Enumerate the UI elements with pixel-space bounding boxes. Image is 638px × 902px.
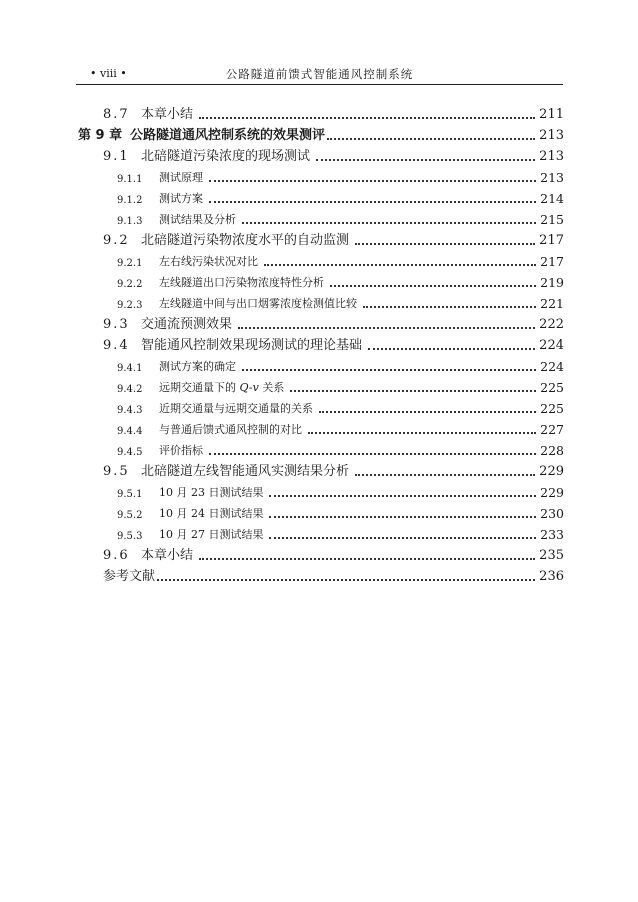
toc-subentry[interactable] [117,207,564,227]
toc-entry-page: 224 [539,338,564,353]
leader-dots [209,453,536,455]
toc-entry[interactable] [103,102,564,122]
leader-dots [157,579,535,581]
toc-entry-title: 评价指标 [159,444,203,457]
toc-title-prefix: 远期交通量下的 [159,381,240,394]
toc-subentry[interactable] [117,375,564,395]
toc-entry[interactable] [103,144,564,164]
toc-subentry[interactable] [117,291,564,311]
toc-entry-page: 228 [540,443,564,458]
toc-entry-number: 9.4.4 [117,426,143,437]
toc-entry-title: 参考文献 [103,569,156,584]
leader-dots [368,348,535,350]
leader-dots [319,411,536,413]
toc-entry-title: 测试方案 [159,192,203,205]
toc-entry-page: 213 [539,128,564,143]
toc-entry-page: 215 [540,212,564,227]
toc-entry-title: 10 月 23 日测试结果 [159,486,264,499]
toc-subentry[interactable] [117,417,564,437]
toc-entry-number: 9.4.5 [117,447,143,458]
toc-entry-number: 9.5 [103,464,130,479]
leader-dots [199,558,535,560]
toc-entry-number: 9.2 [103,233,130,248]
toc-entry-page: 229 [540,485,564,500]
toc-entry-number: 9.2.1 [117,258,143,269]
toc-entry-title: 测试原理 [159,171,203,184]
toc-entry-number: 9.5.1 [117,489,143,500]
toc-entry[interactable] [103,543,564,563]
leader-dots [199,117,535,119]
toc-entry-number: 9.1.1 [117,174,143,185]
toc-entry-title: 近期交通量与远期交通量的关系 [159,402,313,415]
toc-entry-page: 227 [540,422,564,437]
toc-entry-number: 9.1 [103,149,130,164]
toc-entry-title: 本章小结 [141,107,194,122]
toc-subentry[interactable] [117,270,564,290]
toc-entry-title: 智能通风控制效果现场测试的理论基础 [141,338,363,353]
toc-entry-page: 233 [540,527,564,542]
toc-entry-title: 左线隧道出口污染物浓度特性分析 [159,276,324,289]
leader-dots [269,516,536,518]
toc-entry-page: 236 [539,569,564,584]
toc-entry-title: 10 月 27 日测试结果 [159,528,264,541]
toc-chapter-entry[interactable] [78,123,564,143]
toc-subentry[interactable] [117,438,564,458]
toc-entry-number: 9.4.1 [117,363,143,374]
toc-subentry[interactable] [117,480,564,500]
toc-entry-title: 北碚隧道左线智能通风实测结果分析 [141,464,350,479]
toc-entry[interactable] [103,333,564,353]
toc-entry-title: 北碚隧道污染物浓度水平的自动监测 [141,233,350,248]
running-title: 公路隧道前馈式智能通风控制系统 [225,67,414,81]
toc-entry-page: 217 [539,233,564,248]
toc-entry-number: 9.5.3 [117,531,143,542]
toc-entry-number: 9.5.2 [117,510,143,521]
toc-entry-number: 9.3 [103,317,130,332]
leader-dots [264,264,536,266]
leader-dots [363,306,536,308]
leader-dots [209,201,536,203]
page-number-label: • viii • [90,67,127,80]
toc-entry-title: 公路隧道通风控制系统的效果测评 [130,128,326,143]
toc-subentry[interactable] [117,165,564,185]
toc-references-entry[interactable] [103,564,564,584]
leader-dots [316,159,535,161]
toc-entry-page: 230 [540,506,564,521]
toc-entry-page: 225 [540,380,564,395]
toc-entry-number: 9.4.2 [117,384,143,395]
leader-dots [238,327,535,329]
leader-dots [327,138,535,140]
leader-dots [242,222,536,224]
leader-dots [269,537,536,539]
toc-title-suffix: 关系 [258,381,285,394]
toc-entry-page: 219 [540,275,564,290]
toc-entry-title: 10 月 24 日测试结果 [159,507,264,520]
toc-entry-number: 9.4.3 [117,405,143,416]
toc-entry-page: 213 [540,170,564,185]
toc-subentry[interactable] [117,249,564,269]
leader-dots [355,474,535,476]
toc-subentry[interactable] [117,396,564,416]
toc-entry-title [159,379,284,395]
toc-entry-page: 211 [539,107,564,122]
toc-entry[interactable] [103,459,564,479]
toc-subentry[interactable] [117,186,564,206]
toc-entry[interactable] [103,312,564,332]
toc-subentry[interactable] [117,522,564,542]
toc-entry-page: 235 [539,548,564,563]
leader-dots [290,390,536,392]
toc-entry-page: 214 [540,191,564,206]
toc-entry[interactable] [103,228,564,248]
toc-entry-page: 213 [539,149,564,164]
toc-entry-page: 224 [540,359,564,374]
toc-entry-title: 北碚隧道污染浓度的现场测试 [141,149,311,164]
page-header [76,66,563,85]
toc-entry-number: 9.2.2 [117,279,143,290]
toc-entry-title: 测试结果及分析 [159,213,236,226]
leader-dots [269,495,536,497]
leader-dots [330,285,536,287]
toc-entry-number: 9.1.3 [117,216,143,227]
toc-entry-title: 本章小结 [141,548,194,563]
toc-entry-number: 9.4 [103,338,130,353]
toc-entry-title: 与普通后馈式通风控制的对比 [159,423,302,436]
leader-dots [355,243,535,245]
toc-entry-number: 9.2.3 [117,300,143,311]
toc-entry-page: 221 [540,296,564,311]
toc-entry-title: 左右线污染状况对比 [159,255,258,268]
toc-entry-number: 9.6 [103,548,130,563]
leader-dots [209,180,536,182]
leader-dots [242,369,536,371]
toc-entry-title: 测试方案的确定 [159,360,236,373]
toc-entry-title: 左线隧道中间与出口烟雾浓度检测值比较 [159,297,357,310]
toc-subentry[interactable] [117,354,564,374]
toc-title-formula: Q-v [239,381,259,394]
toc-entry-page: 225 [540,401,564,416]
toc-entry-number: 第 9 章 [78,128,123,143]
leader-dots [308,432,536,434]
toc-entry-page: 222 [539,317,564,332]
toc-entry-number: 8.7 [103,107,130,122]
toc-entry-page: 217 [540,254,564,269]
toc-entry-title: 交通流预测效果 [141,317,233,332]
toc-entry-page: 229 [539,464,564,479]
toc-subentry[interactable] [117,501,564,521]
toc-entry-number: 9.1.2 [117,195,143,206]
